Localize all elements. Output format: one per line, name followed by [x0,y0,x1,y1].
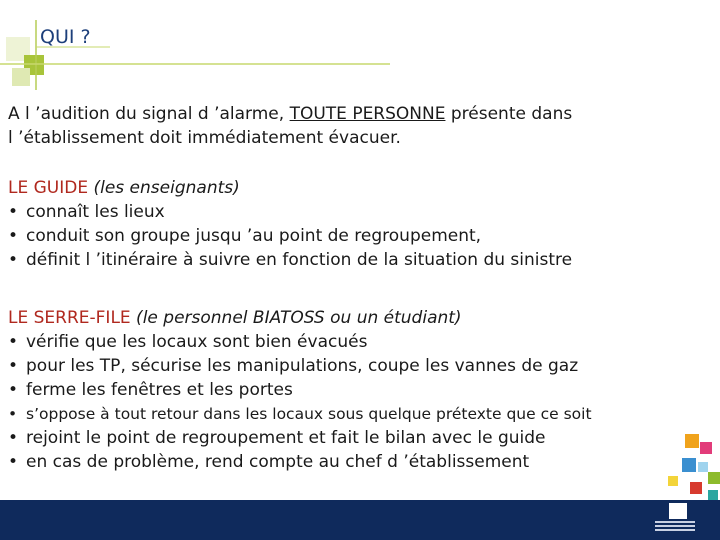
mosaic-tile-yellow [668,476,678,486]
serrefile-item-text: en cas de problème, rend compte au chef d ’établissement [26,452,530,472]
guide-heading: LE GUIDE [8,178,89,198]
bullet-icon: • [8,332,19,352]
serrefile-item-text: rejoint le point de regroupement et fait le bilan avec le guide [26,428,546,448]
guide-section [8,176,714,272]
intro-line-1 [8,102,714,126]
list-item [8,200,714,224]
serrefile-role: (le personnel BIATOSS ou un étudiant) [130,308,462,328]
serrefile-item-text: vérifie que les locaux sont bien évacués [26,332,368,352]
intro-text-after: présente dans [445,104,573,124]
mosaic-tile-teal [708,490,718,500]
bullet-icon: • [8,356,19,376]
bullet-icon: • [8,250,19,270]
mosaic-tile-lightblue [698,462,708,472]
bullet-icon: • [8,428,19,448]
mosaic-decoration [660,432,720,502]
bullet-icon: • [8,452,19,472]
guide-item-text: connaît les lieux [26,202,165,222]
mosaic-tile-red [690,482,702,494]
university-logo-icon [669,503,687,519]
intro-line-2: l ’établissement doit immédiatement évacuer. [8,128,401,148]
mosaic-tile-blue [682,458,696,472]
guide-item-text: définit l ’itinéraire à suivre en fonction de la situation du sinistre [26,250,573,270]
serrefile-section [8,306,714,474]
bullet-icon: • [8,226,19,246]
list-item [8,330,714,354]
list-item [8,224,714,248]
list-item [8,248,714,272]
list-item [8,402,714,426]
footer-bar [0,500,720,540]
intro-text-before: A l ’audition du signal d ’alarme, [8,104,290,124]
bullet-icon: • [8,380,19,400]
logo-lettering [655,521,695,535]
list-item [8,450,714,474]
deco-square-pale [12,68,30,86]
mosaic-tile-green [708,472,720,484]
serrefile-item-text: ferme les fenêtres et les portes [26,380,293,400]
list-item [8,354,714,378]
list-item [8,378,714,402]
mosaic-tile-orange [685,434,699,448]
guide-role: (les enseignants) [88,178,240,198]
mosaic-tile-pink [700,442,712,454]
slide-title: QUI ? [40,26,91,48]
intro-emphasis: TOUTE PERSONNE [289,104,446,124]
intro-paragraph [8,102,714,150]
list-item [8,426,714,450]
serrefile-heading-line [8,306,714,330]
guide-heading-line [8,176,714,200]
serrefile-heading: LE SERRE-FILE [8,308,131,328]
serrefile-item-text: s’oppose à tout retour dans les locaux sous quelque prétexte que ce soit [26,405,592,423]
bullet-icon: • [8,405,18,423]
serrefile-item-text: pour les TP, sécurise les manipulations, coupe les vannes de gaz [26,356,579,376]
guide-item-text: conduit son groupe jusqu ’au point de regroupement, [26,226,482,246]
bullet-icon: • [8,202,19,222]
